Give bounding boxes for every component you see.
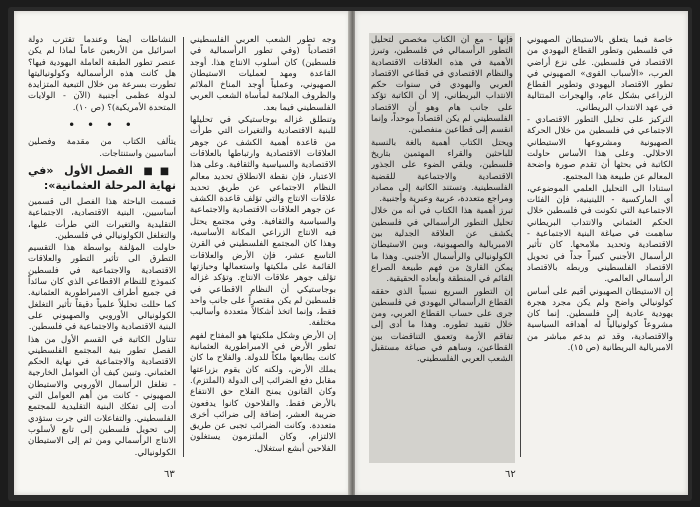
section-ornament: • • • • [68, 118, 136, 133]
page-number: ٦٣ [164, 469, 175, 480]
column-rule [520, 37, 521, 457]
chapter-heading-text: الفصل الأول «في نهاية المرحلة العثمانية»: [28, 163, 176, 192]
paragraph: تتناول الكاتبة في القسم الأول من هذا الفصل تطور بنية المجتمع الفلسطيني الاقتصادية والاجتماعية في نهاية الحكم العثماني. وتبين كيف أن العوامل الخارجية - تغلغل الرأسمال الأوروبي والاستيطان الصهيوني - كانت من أهم العوامل التي أدت إلى تفكك البنية التقليدية للمجتمع الفلسطيني. والتفاعلات التي جرت ستؤدي إلى تحويل فلسطين إلى تابع لأسلوب الانتاج الرأسمالي ومن ثم إلى الاستيطان الكولونيالي. [28, 334, 176, 458]
book-spread [8, 7, 692, 501]
right-page [355, 11, 688, 495]
paragraph: قسمت الباحثة هذا الفصل الى قسمين أساسيين، البنية الاقتصادية، الاجتماعية التقليدية والتغيرات التي طرأت عليها، والتغلغل الكولونيالي في فلسطين. [28, 196, 176, 241]
paragraph: تبرز أهمية هذا الكتاب في أنه من خلال تحليل التطور الرأسمالي في فلسطين يكشف عن العلاقة الجدلية بين الامبريالية والصهيونية، وبين الاستيطان الكولونيالي والرأسمال الأجنبي. وهذا ما يمكن القارئ من فهم طبيعة الصراع القائم في المنطقة وأبعاده الحقيقية. [371, 206, 513, 285]
paragraph: إن التطور السريع نسبياً الذي حققه القطاع الرأسمالي اليهودي في فلسطين جرى على حساب القطاع العربي، ومن خلال تقييد تطوره. وهذا ما أدى إلى تفاقم الأزمة وتعمق التناقضات بين القطاعين، وساهم في صياغة مستقبل الشعب العربي الفلسطيني. [371, 286, 513, 365]
paragraph: ويحتل الكتاب أهمية بالغة بالنسبة للباحثين والقراء المهتمين بتاريخ فلسطين، ويلقي الضوء على الجذور الاقتصادية والاجتماعية للقضية الفلسطينية. وتستند الكاتبة إلى مصادر ومراجع متعددة، عربية وعبرية وأجنبية. [371, 137, 513, 205]
paragraph: التركيز على تحليل التطور الاقتصادي - الاجتماعي في فلسطين من خلال الحركة الصهيونية ومشروعها الاستيطاني الاحلالي. وعلى هذا الأساس حاولت الكاتبة في بحثها أن تقدم صورة واضحة المعالم عن طبيعة هذا المجتمع. [527, 115, 673, 182]
paragraph: وتنطلق غزاله بوجاستيكي في تحليلها للبنية الاقتصادية والتغيرات التي طرأت من قاعدة أهمية الكشف عن جوهر العلاقات الاقتصادية وارتباطها بالعلاقات الاقتصادية والسياسية والثقافية. وعلى هذا الاعتبار، فإن نقطة الانطلاق تحديد معالم النظام الاجتماعي عن طريق تحديد علاقات الانتاج والتي تؤلف قاعدة الكشف عن جوهر العلاقات الاقتصادية والاجتماعية والسياسية والثقافية. وفي مجتمع يحتل فيه الانتاج الزراعي المكانة الأساسية، وهذا كان المجتمع الفلسطيني في القرن التاسع عشر، فإن الأرض والعلاقات القائمة على ملكيتها واستعمالها وحيازتها تؤلف جوهر علاقات الانتاج. وتؤكد غزاله بوجاستيكي أن النظام الاقطاعي في فلسطين لم يكن مقتصراً على جانب واحد فقط، وإنما اتخذ أشكالاً متعددة وأساليب مختلفة. [190, 115, 336, 329]
paragraph: وجه تطور الشعب العربي الفلسطيني اقتصادياً (وفي تطور الرأسمالية في فلسطين) كان أسلوب الانتاج هذا. أوجد القاعدة ومهد لعمليات الاستيطان الصهيوني، وعملياً أوجد المناخ الملائم والظروف الملائمة لمأساة الشعب العربي الفلسطيني فيما بعد. [190, 35, 336, 113]
paragraph: يتألف الكتاب من مقدمة وفصلين أساسيين واستنتاجات. [28, 137, 176, 159]
column-rule [183, 37, 184, 457]
paragraph: النشاطات أيضاً وعندما تقترب دولة اسرائيل من الأربعين عاماً لماذا لم يكن عنصر تطور الطبقة العاملة اليهودية فيها؟ هل كانت هذه الرأسمالية وكولونياليتها تطورت بسرعة من خلال التبعية المتزايدة لدولة عظمى أجنبية (الآن - الولايات المتحدة الأمريكية)؟ (ص ١٠). [28, 35, 176, 113]
square-bullet-icon: ■■ [143, 165, 176, 177]
paragraph: فإنها - مع أن الكتاب مخصص لتحليل التطور الرأسمالي في فلسطين، وتبرز الأهمية في هذه العلاقات الاقتصادية والنظام الاقتصادي في قطاعي الاقتصاد العربي واليهودي في سنوات حكم الانتداب البريطاني، إلا أن الكاتبة تؤكد على جانب هام وهو أن الاقتصاد الفلسطيني لم يكن اقتصاداً موحداً، وإنما انقسم إلى قطاعين منفصلين. [371, 35, 513, 136]
right-page-left-column [371, 35, 513, 459]
page-number: ٦٢ [505, 469, 516, 480]
chapter-heading [28, 164, 176, 193]
paragraph: إن الأرض وشكل ملكيتها هو المفتاح لفهم تطور الأرض في الامبراطورية العثمانية كانت بطابعها ملكاً للدولة. والفلاح ما كان يملك الأرض، ولكنه كان يقوم بزراعتها مقابل دفع الضرائب إلى الدولة (الملتزم). وكان القانون يمنح الفلاح حق الانتفاع بالأرض فقط. والفلاحون كانوا يدفعون ضريبة العشر، إضافة إلى ضرائب أخرى متعددة. وكانت الضرائب تجبى عن طريق الالتزام، وكان الملتزمون يستغلون الفلاحين أبشع استغلال. [190, 330, 336, 454]
paragraph: خاصة فيما يتعلق بالاستيطان الصهيوني في فلسطين وتطور القطاع اليهودي من الاقتصاد في فلسطين. على نزع أراضي العرب، «الأسباب القوى» الصهيوني في تطور الاقتصاد اليهودي وتطوير القطاع الزراعي بشكل عام، والهجرات المتتالية في عهد الانتداب البريطاني. [527, 35, 673, 113]
right-page-right-column [527, 35, 673, 459]
paragraph: استنادا الى التحليل العلمي الموضوعي، أي الماركسية - اللينينية، فإن الفئات الاجتماعية التي تكونت في فلسطين خلال الحكم العثماني والانتداب البريطاني ساهمت في صياغة البنية الاجتماعية - الاقتصادية وتحديد ملامحها. كان تأثير الرأسمال الأجنبي كبيراً جداً في تحويل الاقتصاد الفلسطيني وربطه بالاقتصاد الرأسمالي العالمي. [527, 183, 673, 285]
paragraph: حاولت المؤلفة بواسطة هذا التقسيم التطرق الى تأثير التطور والعلاقات الاقتصادية والاجتماعية في فلسطين كنموذج للنظام الاقطاعي الذي كان سائداً في جميع أطراف الامبراطورية العثمانية. كما حللت تحليلاً علمياً دقيقاً تأثير التغلغل الكولونيالي الأوروبي والصهيوني على البنية الاقتصادية والاجتماعية في فلسطين. [28, 243, 176, 333]
left-page-right-column [190, 35, 336, 459]
paragraph: إن الاستيطان الصهيوني أقيم على أساس كولونيالي واضح ولم يكن مجرد هجرة يهودية عادية إلى فلسطين. إنما كان مشروعاً كولونيالياً له أهدافه السياسية والاقتصادية، وقد تم بدعم مباشر من الامبريالية البريطانية (ص ١٥). [527, 286, 673, 354]
left-page-left-column [28, 35, 176, 459]
left-page [14, 11, 350, 495]
